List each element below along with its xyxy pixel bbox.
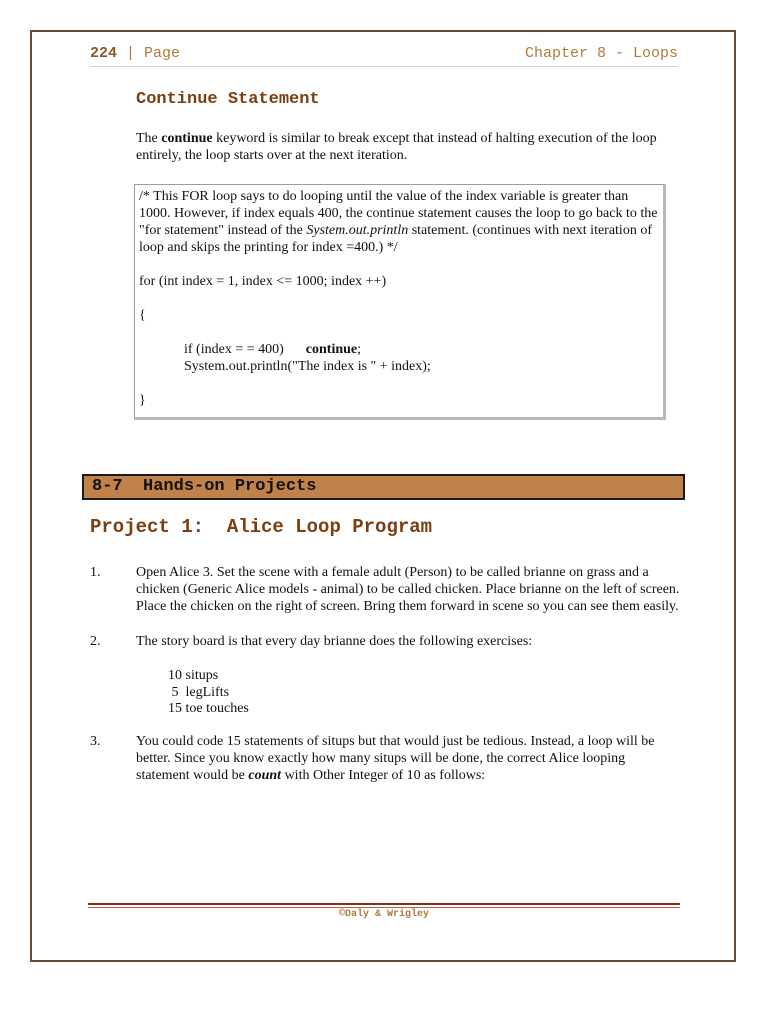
list-item: You could code 15 statements of situps but that would just be tedious. Instead, a loop will be better. Since you know exactly how many situps will be done, the correct Alice looping statement would be count with Other Integer of 10 as follows: bbox=[136, 734, 655, 783]
chapter-title: Chapter 8 - Loops bbox=[524, 45, 678, 62]
exercise-item: 15 toe touches bbox=[168, 701, 249, 716]
section-bar: 8-7 Hands-on Projects bbox=[82, 474, 685, 500]
footer-rule-thin bbox=[88, 907, 680, 908]
project-title: Project 1: Alice Loop Program bbox=[90, 516, 433, 538]
list-number: 3. bbox=[90, 734, 101, 749]
code-for-line: for (int index = 1, index <= 1000; index ++) bbox=[139, 274, 387, 289]
continue-paragraph: The continue keyword is similar to break except that instead of halting execution of the loop entirely, the loop starts over at the next iteration. bbox=[136, 131, 657, 163]
page-number: 224 | Page bbox=[90, 45, 181, 62]
footer-copyright: ©Daly & Wrigley bbox=[338, 909, 429, 920]
code-print-line: System.out.println("The index is " + index); bbox=[184, 359, 431, 374]
exercise-item: 5 legLifts bbox=[168, 685, 230, 700]
page-header bbox=[90, 44, 678, 67]
footer-rule bbox=[88, 903, 680, 905]
section-title: Continue Statement bbox=[136, 90, 320, 109]
list-number: 1. bbox=[90, 565, 101, 580]
code-comment: /* This FOR loop says to do looping until the value of the index variable is greater than 1000. However, if index equals 400, the continue statement causes the loop to go back to the "for statement" instead of the System.out.println statement. (continues with next iteration of loop and skips the printing for index =400.) */ bbox=[139, 189, 658, 255]
code-box bbox=[134, 184, 666, 420]
exercise-item: 10 situps bbox=[168, 668, 219, 683]
list-number: 2. bbox=[90, 634, 101, 649]
code-close-brace: } bbox=[139, 393, 146, 408]
code-if-line: if (index = = 400) continue; bbox=[184, 342, 362, 357]
list-item: The story board is that every day brianne does the following exercises: bbox=[136, 634, 533, 649]
code-open-brace: { bbox=[139, 308, 146, 323]
list-item: Open Alice 3. Set the scene with a female adult (Person) to be called brianne on grass and a chicken (Generic Alice models - animal) to be called chicken. Place brianne on the left of screen. Place the chicken on the right of screen. Bring them forward in scene so you can see them easily. bbox=[136, 565, 680, 614]
